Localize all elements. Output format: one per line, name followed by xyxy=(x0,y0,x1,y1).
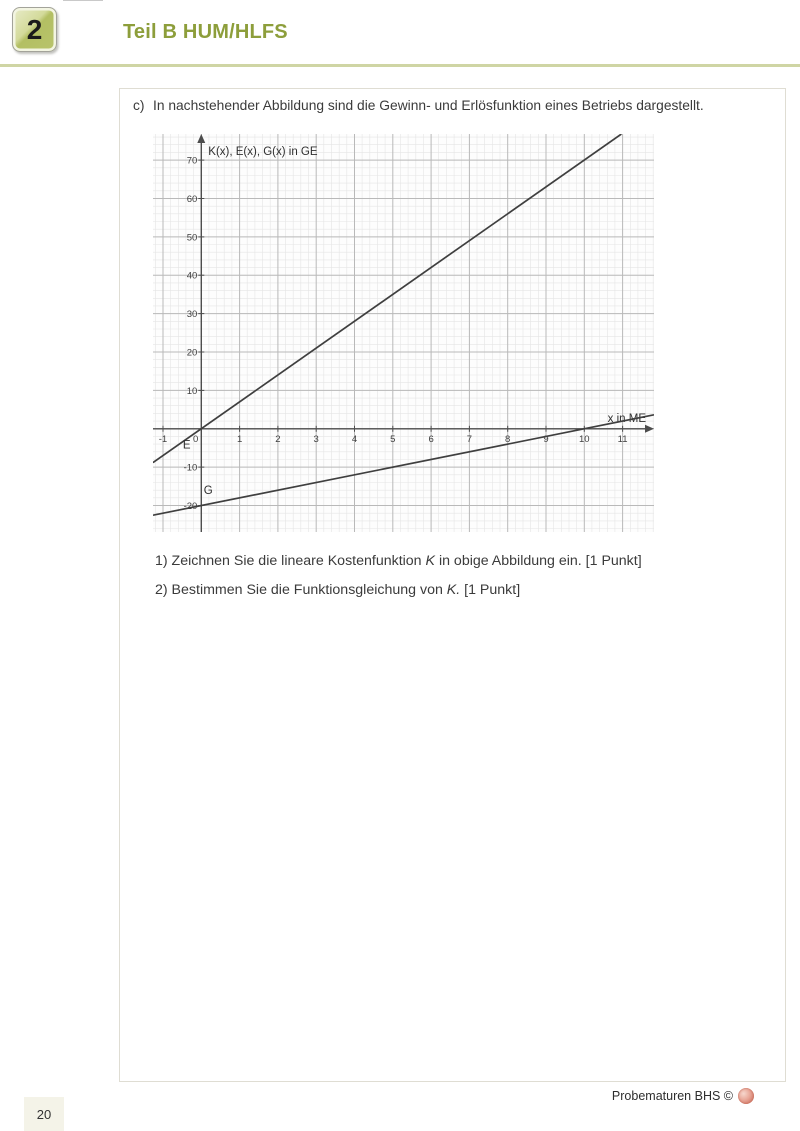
function-graph xyxy=(153,134,654,532)
page-number-text: 20 xyxy=(36,1106,52,1122)
svg-text:40: 40 xyxy=(186,270,198,282)
page-title: Teil B HUM/HLFS xyxy=(123,21,288,43)
page-edge-artifact xyxy=(63,0,103,1)
task-item-1 xyxy=(155,553,642,569)
svg-text:9: 9 xyxy=(543,433,549,445)
svg-text:70: 70 xyxy=(186,155,198,167)
svg-text:6: 6 xyxy=(428,433,434,445)
svg-text:3: 3 xyxy=(313,433,319,445)
svg-text:2: 2 xyxy=(275,433,281,445)
task-content-box xyxy=(119,88,786,1082)
svg-text:8: 8 xyxy=(505,433,511,445)
svg-text:5: 5 xyxy=(390,433,396,445)
svg-text:10: 10 xyxy=(579,433,590,445)
svg-text:E: E xyxy=(182,439,191,452)
header-divider xyxy=(0,64,800,67)
svg-text:-20: -20 xyxy=(183,501,198,512)
function-graph-svg xyxy=(153,134,654,532)
section-number: 2 xyxy=(26,13,43,45)
task-1-text: 1) Zeichnen Sie die lineare Kostenfunktion xyxy=(155,553,426,569)
publisher-logo-icon xyxy=(738,1088,754,1104)
task-1-points: in obige Abbildung ein. [1 Punkt] xyxy=(435,553,642,569)
task-2-text: 2) Bestimmen Sie die Funktionsgleichung von xyxy=(155,582,447,598)
task-2-symbol: K. xyxy=(446,582,461,598)
svg-text:60: 60 xyxy=(186,194,198,205)
svg-text:50: 50 xyxy=(186,232,198,244)
svg-text:-10: -10 xyxy=(183,462,198,474)
svg-text:10: 10 xyxy=(186,385,198,397)
svg-text:x in ME: x in ME xyxy=(607,412,646,425)
svg-text:4: 4 xyxy=(351,433,358,445)
svg-text:30: 30 xyxy=(186,309,198,321)
svg-text:1: 1 xyxy=(236,433,243,445)
task-intro xyxy=(133,97,773,115)
footer-brand xyxy=(612,1088,754,1104)
task-intro-text: In nachstehender Abbildung sind die Gewinn- und Erlösfunktion eines Betriebs dargestellt. xyxy=(153,98,704,113)
svg-text:7: 7 xyxy=(466,433,473,445)
svg-text:K(x), E(x), G(x) in GE: K(x), E(x), G(x) in GE xyxy=(208,146,318,158)
section-number-badge xyxy=(12,7,57,52)
svg-text:-1: -1 xyxy=(158,433,168,445)
task-2-points: [1 Punkt] xyxy=(460,582,521,598)
svg-text:20: 20 xyxy=(186,347,198,359)
task-item-2 xyxy=(155,582,520,598)
svg-text:11: 11 xyxy=(617,433,628,445)
footer-brand-text: Probematuren BHS © xyxy=(611,1089,733,1103)
page-number xyxy=(24,1097,64,1131)
task-intro-label: c) xyxy=(133,98,145,113)
svg-text:0: 0 xyxy=(193,433,199,445)
task-1-symbol: K xyxy=(425,553,435,569)
svg-text:G: G xyxy=(203,485,213,497)
